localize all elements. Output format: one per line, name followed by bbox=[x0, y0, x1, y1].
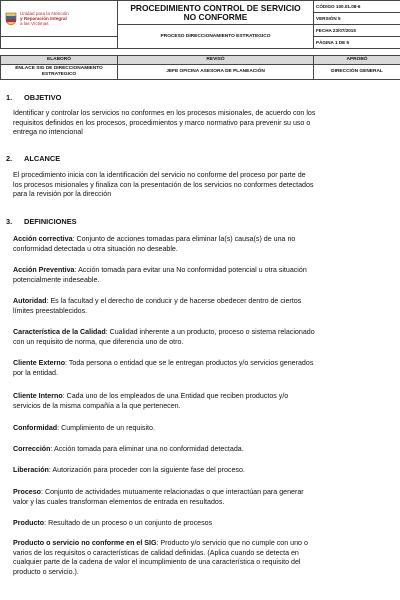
section-heading-objetivo bbox=[6, 93, 61, 102]
document-header-table bbox=[0, 0, 400, 49]
paragraph-line: los procesos misionales y finaliza con la presentación de los servicios no conformes detectados bbox=[13, 180, 314, 189]
paragraph-line: Identificar y controlar los servicios no conformes en los procesos misionales, de acuerdo con los bbox=[13, 109, 316, 117]
section-number: 2. bbox=[6, 154, 13, 163]
logo-line: y Reparación Integral bbox=[20, 16, 67, 21]
section-number: 3. bbox=[6, 217, 13, 226]
definition-text: potencialmente indeseable. bbox=[13, 275, 100, 284]
objetivo-paragraph bbox=[13, 109, 400, 138]
definition-text: : Autorización para proceder con la siguiente fase del proceso. bbox=[48, 466, 245, 474]
definition-text: producto o servicio.). bbox=[13, 567, 79, 576]
document-code: CÓDIGO 100.01.08-6 bbox=[314, 1, 400, 13]
definition-text: con un requisito de norma, que diferencia uno de otro. bbox=[13, 337, 184, 346]
elaboro-line: ESTRATEGICO bbox=[41, 71, 77, 77]
definition-cliente-interno bbox=[13, 392, 400, 411]
definition-term: Acción correctiva bbox=[13, 235, 73, 243]
definition-term: Corrección bbox=[13, 445, 51, 453]
aprobo-value: DIRECCIÓN GENERAL bbox=[314, 64, 400, 79]
definition-text: : Producto y/o servicio que no cumple con uno o bbox=[156, 539, 308, 547]
alcance-paragraph bbox=[13, 171, 400, 200]
definition-term: Característica de la Calidad bbox=[13, 328, 106, 336]
logo-spacer-cell bbox=[1, 37, 118, 49]
definition-text: : Conjunto de actividades mutuamente relacionadas o que interactúan para generar bbox=[41, 488, 304, 496]
definition-producto-no-conforme bbox=[13, 539, 400, 577]
definition-term: Liberación bbox=[13, 466, 49, 474]
definition-term: Acción Preventiva bbox=[13, 266, 75, 274]
definition-conformidad bbox=[13, 424, 400, 434]
definition-autoridad bbox=[13, 297, 400, 316]
entity-logo bbox=[3, 8, 115, 30]
definition-text: : Resultado de un proceso o un conjunto de procesos bbox=[44, 519, 213, 527]
elaboro-value bbox=[1, 64, 118, 79]
definition-text: : Cumplimiento de un requisito. bbox=[57, 424, 155, 432]
definition-text: : Cualidad inherente a un producto, proceso o sistema relacionado bbox=[105, 328, 315, 336]
process-name: PROCESO DIRECCIONAMIENTO ESTRATEGICO bbox=[160, 34, 271, 39]
coat-of-arms-icon bbox=[5, 12, 17, 26]
logo-line: Unidad para la Atención bbox=[20, 11, 69, 16]
logo-line: a las Víctimas bbox=[20, 21, 49, 26]
document-version: VERSIÓN 5 bbox=[314, 13, 400, 25]
definition-liberacion bbox=[13, 466, 400, 476]
definition-text: : Acción tomada para evitar una No conformidad potencial u otra situación bbox=[74, 266, 307, 274]
definition-accion-preventiva bbox=[13, 266, 400, 285]
document-title-line2: NO CONFORME bbox=[183, 11, 248, 22]
definition-term: Cliente Interno bbox=[13, 392, 63, 400]
definition-text: : Toda persona o entidad que se le entregan productos y/o servicios generados bbox=[65, 359, 314, 367]
definition-accion-correctiva bbox=[13, 235, 400, 254]
logo-text bbox=[20, 11, 69, 26]
aprobo-label: APROBÓ bbox=[314, 56, 400, 65]
definition-text: conformidad detectada u otra situación no deseable. bbox=[13, 244, 178, 253]
definition-term: Producto bbox=[13, 519, 45, 527]
definition-term: Autoridad bbox=[13, 297, 47, 305]
definition-producto bbox=[13, 519, 400, 529]
definition-text: : Conjunto de acciones tomadas para eliminar la(s) causa(s) de una no bbox=[72, 235, 296, 243]
paragraph-line: El procedimiento inicia con la identificación del servicio no conforme del proceso por parte de bbox=[13, 171, 306, 179]
paragraph-line: requisitos definidos en los procesos, procedimientos y marco normativo para prevenir su uso o bbox=[13, 118, 311, 127]
definition-correccion bbox=[13, 445, 400, 455]
elaboro-line: ENLACE SIG DE DIRECCIONAMIENTO bbox=[15, 66, 103, 71]
definition-text: cualquier parte de la cadena de valor el incumplimiento de una característica o requisito del bbox=[13, 558, 301, 567]
definition-proceso bbox=[13, 488, 400, 507]
definition-text: valor y las cuales transforman elementos de entrada en resultados. bbox=[13, 497, 225, 506]
definition-cliente-externo bbox=[13, 359, 400, 378]
definition-term: Producto o servicio no conforme en el SIG bbox=[13, 539, 157, 547]
section-title: OBJETIVO bbox=[24, 93, 62, 102]
title-cell bbox=[118, 1, 314, 25]
section-number: 1. bbox=[6, 93, 13, 102]
reviso-label: REVISÓ bbox=[118, 56, 314, 65]
definition-term: Conformidad bbox=[13, 424, 58, 432]
definition-term: Proceso bbox=[13, 488, 41, 496]
definition-text: límites preestablecidos. bbox=[13, 306, 88, 315]
paragraph-line: entrega no intencional bbox=[13, 128, 83, 137]
definition-caracteristica-calidad bbox=[13, 328, 400, 347]
page-number: PÁGINA 1 DE 5 bbox=[314, 37, 400, 49]
definition-text: por la entidad. bbox=[13, 368, 58, 377]
section-heading-definiciones bbox=[6, 217, 77, 226]
definition-text: : Es la facultad y el derecho de conducir y de hacerse obedecer dentro de ciertos bbox=[46, 297, 302, 305]
definition-text: : Acción tomada para eliminar una no conformidad detectada. bbox=[50, 445, 244, 453]
definition-text: : Cada uno de los empleados de una Entidad que reciben productos y/o bbox=[62, 392, 289, 400]
section-title: ALCANCE bbox=[24, 154, 61, 163]
document-title: PROCEDIMIENTO CONTROL DE SERVICIO bbox=[130, 2, 301, 13]
definition-text: varios de los requisitos o características de calidad definidas. (Aplica cuando se detecta en bbox=[13, 548, 299, 557]
elaboro-label: ELABORÓ bbox=[1, 56, 118, 65]
definition-term: Cliente Externo bbox=[13, 359, 66, 367]
reviso-value: JEFE OFICINA ASESORA DE PLANEACIÓN bbox=[118, 64, 314, 79]
section-heading-alcance bbox=[6, 154, 60, 163]
paragraph-line: para la revisión por la dirección bbox=[13, 190, 112, 199]
definition-text: servicios de la misma compañía a la que pertenecen. bbox=[13, 401, 181, 410]
document-date: FECHA 23/07/2015 bbox=[314, 25, 400, 37]
signatures-table bbox=[0, 55, 400, 80]
section-title: DEFINICIONES bbox=[24, 217, 77, 226]
logo-cell bbox=[1, 1, 118, 37]
process-cell bbox=[118, 25, 314, 49]
